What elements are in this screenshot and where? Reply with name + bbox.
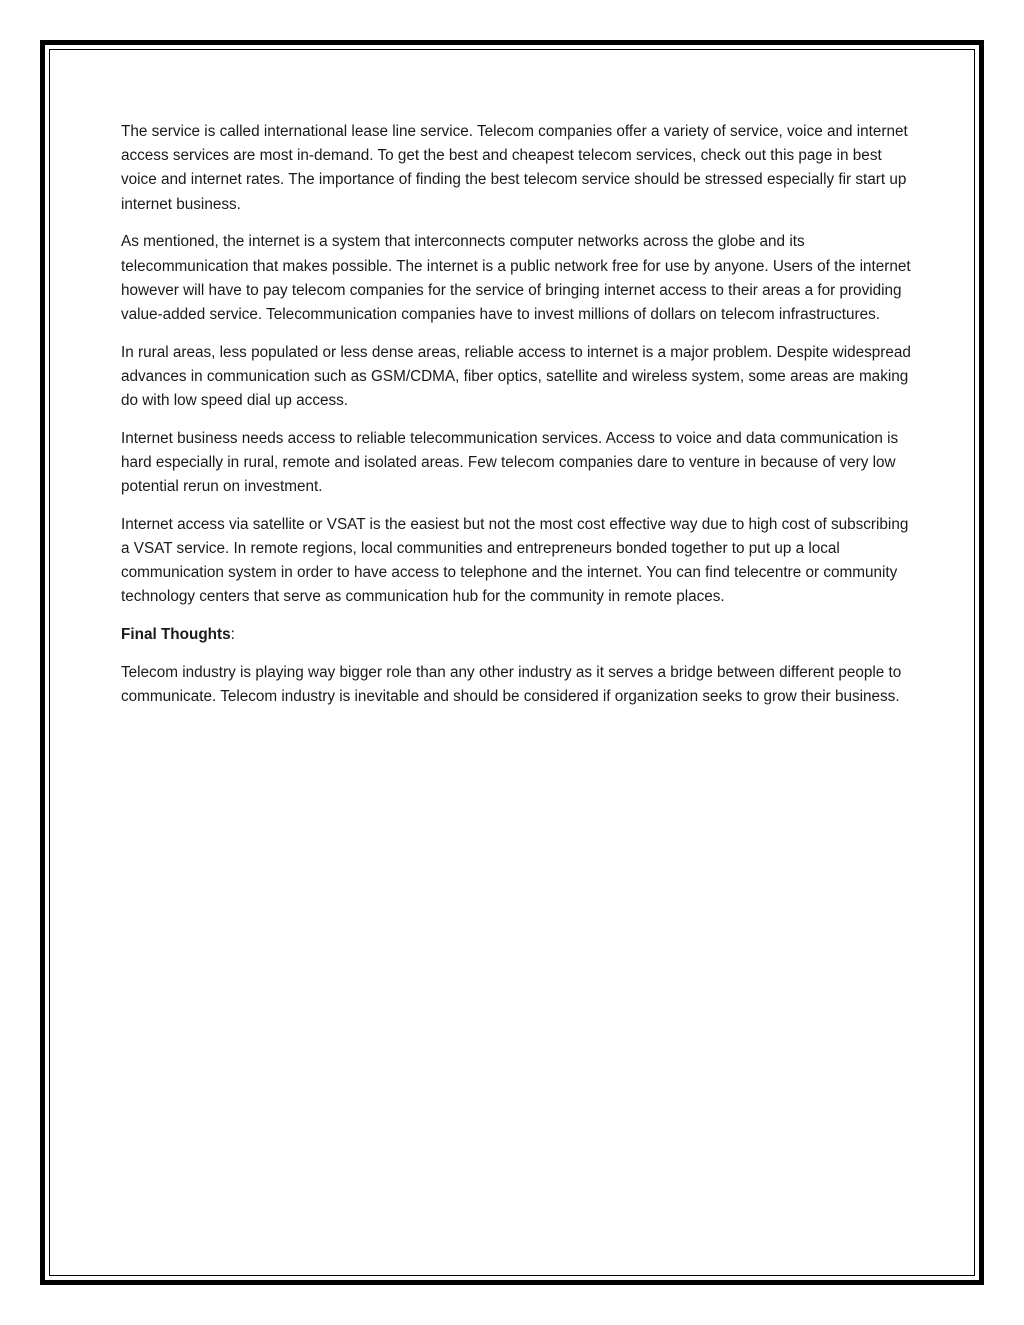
paragraph-internet-system: As mentioned, the internet is a system that interconnects computer networks across the globe and its telecommunication that makes possible. The internet is a public network free for use by anyone. Users of the internet however will have to pay telecom companies for the service of bringing internet access to their areas a for providing value-added service. Telecommunication companies have to invest millions of dollars on telecom infrastructures. [121,233,911,323]
paragraph-final-thoughts: Telecom industry is playing way bigger role than any other industry as it serves a bridge between different people to communicate. Telecom industry is inevitable and should be considered if organization seeks to grow their business. [121,663,902,706]
final-thoughts-heading-line [121,623,911,647]
final-thoughts-colon: : [230,626,235,644]
paragraph-rural-areas: In rural areas, less populated or less dense areas, reliable access to internet is a major problem. Despite widespread advances in communication such as GSM/CDMA, fiber optics, satellite and wireless system, some areas are making do with low speed dial up access. [121,343,911,410]
paragraph-satellite-vsat: Internet access via satellite or VSAT is the easiest but not the most cost effective way due to high cost of subscribing a VSAT service. In remote regions, local communities and entrepreneurs bonded together to put up a local communication system in order to have access to telephone and the internet. You can find telecentre or community technology centers that serve as communication hub for the community in remote places. [121,515,909,606]
final-thoughts-heading: Final Thoughts [121,626,231,644]
document-body [121,120,911,723]
paragraph-internet-business: Internet business needs access to reliable telecommunication services. Access to voice and data communication is hard especially in rural, remote and isolated areas. Few telecom companies dare to venture in because of very low potential rerun on investment. [121,429,899,496]
paragraph-lease-line: The service is called international lease line service. Telecom companies offer a variety of service, voice and internet access services are most in-demand. To get the best and cheapest telecom services, check out this page in best voice and internet rates. The importance of finding the best telecom service should be stressed especially fir start up internet business. [121,123,908,213]
